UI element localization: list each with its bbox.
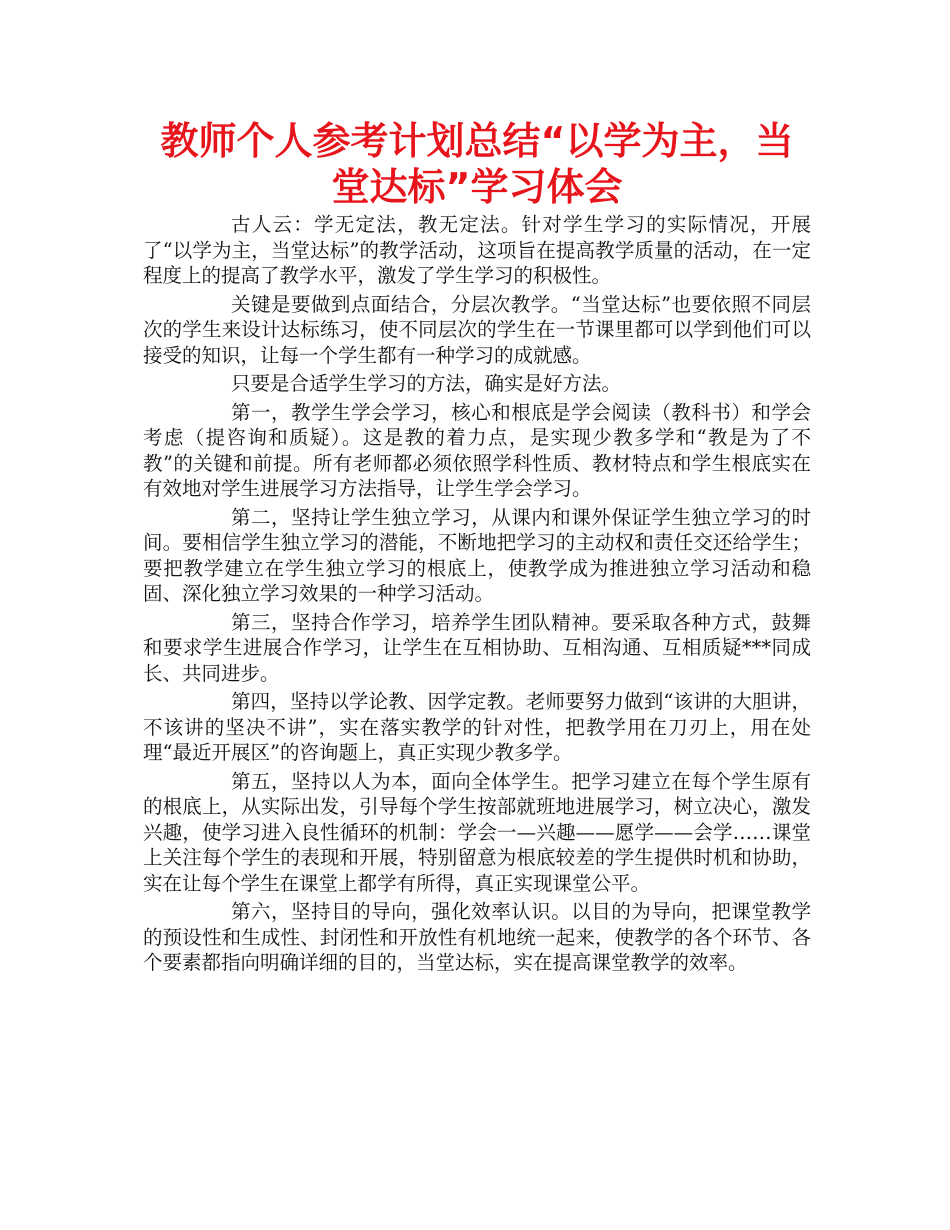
document-page bbox=[143, 118, 811, 979]
paragraph-sixth: 第六，坚持目的导向，强化效率认识。以目的为导向，把课堂教学的预设性和生成性、封闭性和开放性有机地统一起来，使教学的各个环节、各个要素都指向明确详细的目的，当堂达标，实在提高课堂教学的效率。 bbox=[143, 900, 811, 974]
paragraph-first: 第一，教学生学会学习，核心和根底是学会阅读（教科书）和学会考虑（提咨询和质疑）。这是教的着力点，是实现少教多学和“教是为了不教”的关键和前提。所有老师都必须依照学科性质、教材特点和学生根底实在有效地对学生进展学习方法指导，让学生学会学习。 bbox=[143, 400, 811, 500]
paragraph-key-point: 关键是要做到点面结合，分层次教学。“当堂达标”也要依照不同层次的学生来设计达标练习，使不同层次的学生在一节课里都可以学到他们可以接受的知识，让每一个学生都有一种学习的成就感。 bbox=[143, 292, 811, 367]
paragraph-intro: 古人云：学无定法，教无定法。针对学生学习的实际情况，开展了“以学为主，当堂达标”的教学活动，这项旨在提高教学质量的活动，在一定程度上的提高了教学水平，激发了学生学习的积极性。 bbox=[143, 213, 811, 287]
paragraph-fifth: 第五，坚持以人为本，面向全体学生。把学习建立在每个学生原有的根底上，从实际出发，引导每个学生按部就班地进展学习，树立决心，激发兴趣，使学习进入良性循环的机制：学会一—兴趣——愿学——会学……课堂上关注每个学生的表现和开展，特别留意为根底较差的学生提供时机和协助，实在让每个学生在课堂上都学有所得，真正实现课堂公平。 bbox=[143, 769, 811, 895]
document-title: 教师个人参考计划总结“以学为主，当堂达标”学习体会 bbox=[160, 119, 794, 209]
paragraph-method: 只要是合适学生学习的方法，确实是好方法。 bbox=[231, 372, 622, 395]
paragraph-third: 第三，坚持合作学习，培养学生团队精神。要采取各种方式，鼓舞和要求学生进展合作学习，让学生在互相协助、互相沟通、互相质疑***同成长、共同进步。 bbox=[143, 610, 811, 685]
paragraph-second: 第二，坚持让学生独立学习，从课内和课外保证学生独立学习的时间。要相信学生独立学习的潜能，不断地把学习的主动权和责任交还给学生；要把教学建立在学生独立学习的根底上，使教学成为推进独立学习活动和稳固、深化独立学习效果的一种学习活动。 bbox=[143, 505, 811, 605]
paragraph-fourth: 第四，坚持以学论教、因学定教。老师要努力做到“该讲的大胆讲，不该讲的坚决不讲”，实在落实教学的针对性，把教学用在刀刃上，用在处理“最近开展区”的咨询题上，真正实现少教多学。 bbox=[143, 690, 811, 764]
document-body bbox=[143, 212, 811, 976]
